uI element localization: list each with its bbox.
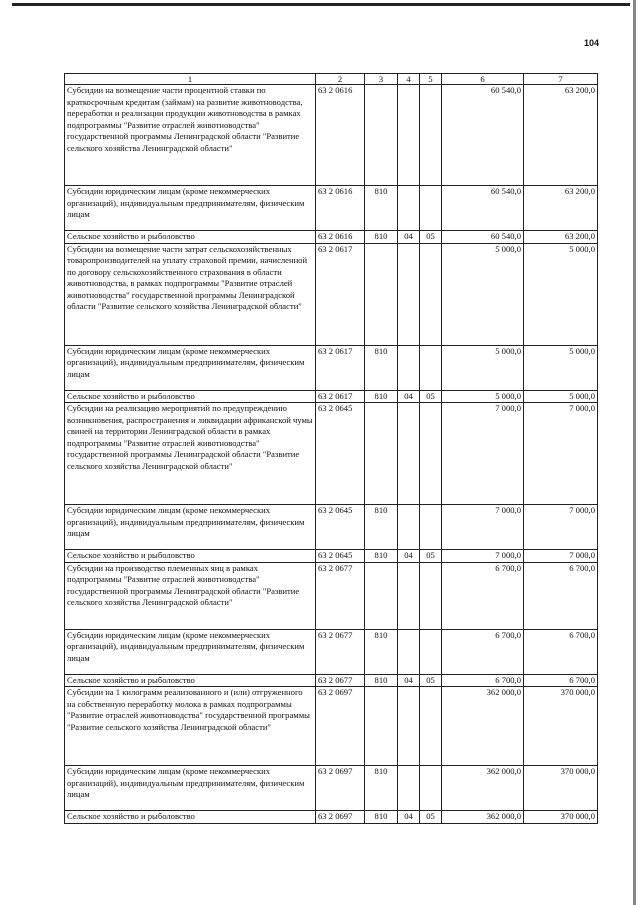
row-subsection [420, 629, 442, 674]
row-amount-1: 60 540,0 [442, 231, 524, 244]
row-subsection [420, 85, 442, 186]
row-section [398, 687, 420, 766]
row-amount-1: 362 000,0 [442, 811, 524, 824]
row-subsection: 05 [420, 674, 442, 687]
row-section [398, 243, 420, 345]
column-header: 1 [65, 74, 316, 85]
table-row [65, 243, 598, 345]
row-code: 63 2 0645 [316, 550, 365, 563]
row-amount-1: 5 000,0 [442, 243, 524, 345]
row-code: 63 2 0645 [316, 505, 365, 550]
row-amount-2: 370 000,0 [524, 811, 598, 824]
row-amount-2: 5 000,0 [524, 243, 598, 345]
column-header: 7 [524, 74, 598, 85]
table-row [65, 550, 598, 563]
row-expense-type: 810 [365, 345, 398, 390]
row-expense-type: 810 [365, 186, 398, 231]
column-header: 6 [442, 74, 524, 85]
row-amount-2: 7 000,0 [524, 550, 598, 563]
row-subsection: 05 [420, 550, 442, 563]
row-name: Субсидии на 1 килограмм реализованного и (или) отгруженного на собственную переработку молока в рамках подпрограммы "Развитие отраслей животноводства" государственной программы "Развитие сельского хозяйства Ленинградской области" [65, 687, 316, 766]
row-code: 63 2 0616 [316, 85, 365, 186]
row-code: 63 2 0677 [316, 629, 365, 674]
row-expense-type: 810 [365, 811, 398, 824]
row-name: Субсидии на производство племенных яиц в рамках подпрограммы "Развитие отраслей животноводства" государственной программы Ленинградской области "Развитие сельского хозяйства Ленинградской области" [65, 562, 316, 629]
row-expense-type: 810 [365, 390, 398, 403]
row-expense-type: 810 [365, 629, 398, 674]
row-name: Субсидии юридическим лицам (кроме некоммерческих организаций), индивидуальным предпринимателям, физическим лицам [65, 629, 316, 674]
row-amount-2: 370 000,0 [524, 687, 598, 766]
table-row [65, 811, 598, 824]
row-expense-type: 810 [365, 674, 398, 687]
table-row [65, 629, 598, 674]
row-name: Сельское хозяйство и рыболовство [65, 550, 316, 563]
row-section: 04 [398, 811, 420, 824]
column-header: 3 [365, 74, 398, 85]
row-code: 63 2 0616 [316, 186, 365, 231]
row-subsection [420, 687, 442, 766]
row-amount-1: 6 700,0 [442, 562, 524, 629]
row-section [398, 345, 420, 390]
row-amount-2: 6 700,0 [524, 674, 598, 687]
table-row [65, 85, 598, 186]
row-section [398, 562, 420, 629]
table-row [65, 505, 598, 550]
row-amount-2: 7 000,0 [524, 403, 598, 505]
column-header: 2 [316, 74, 365, 85]
row-amount-1: 60 540,0 [442, 85, 524, 186]
row-amount-2: 63 200,0 [524, 231, 598, 244]
page-right-edge [633, 0, 636, 905]
table-row [65, 562, 598, 629]
row-amount-2: 63 200,0 [524, 186, 598, 231]
row-code: 63 2 0697 [316, 766, 365, 811]
column-header: 4 [398, 74, 420, 85]
row-subsection [420, 345, 442, 390]
row-code: 63 2 0617 [316, 243, 365, 345]
row-amount-1: 5 000,0 [442, 345, 524, 390]
row-name: Сельское хозяйство и рыболовство [65, 390, 316, 403]
row-name: Субсидии юридическим лицам (кроме некоммерческих организаций), индивидуальным предпринимателям, физическим лицам [65, 186, 316, 231]
table-row [65, 186, 598, 231]
row-subsection [420, 562, 442, 629]
row-amount-1: 5 000,0 [442, 390, 524, 403]
row-expense-type [365, 243, 398, 345]
row-subsection: 05 [420, 231, 442, 244]
row-amount-1: 60 540,0 [442, 186, 524, 231]
table-header-row [65, 74, 598, 85]
row-section: 04 [398, 674, 420, 687]
row-section: 04 [398, 231, 420, 244]
table-row [65, 345, 598, 390]
row-section [398, 403, 420, 505]
row-subsection: 05 [420, 811, 442, 824]
row-name: Сельское хозяйство и рыболовство [65, 811, 316, 824]
row-subsection [420, 243, 442, 345]
row-expense-type [365, 85, 398, 186]
table-row [65, 403, 598, 505]
table-row [65, 766, 598, 811]
row-section [398, 505, 420, 550]
row-section [398, 766, 420, 811]
row-expense-type [365, 562, 398, 629]
row-subsection [420, 403, 442, 505]
row-name: Сельское хозяйство и рыболовство [65, 231, 316, 244]
budget-table [64, 73, 598, 824]
row-code: 63 2 0677 [316, 674, 365, 687]
row-code: 63 2 0645 [316, 403, 365, 505]
row-amount-1: 6 700,0 [442, 674, 524, 687]
row-amount-2: 5 000,0 [524, 345, 598, 390]
row-section [398, 629, 420, 674]
row-name: Субсидии на реализацию мероприятий по предупреждению возникновения, распространения и ликвидации африканской чумы свиней на территории Ленинградской области в рамках подпрограммы "Развитие отраслей животноводства" государственной программы Ленинградской области "Развитие сельского хозяйства Ленинградской области" [65, 403, 316, 505]
row-name: Субсидии юридическим лицам (кроме некоммерческих организаций), индивидуальным предпринимателям, физическим лицам [65, 345, 316, 390]
row-section: 04 [398, 390, 420, 403]
row-code: 63 2 0617 [316, 390, 365, 403]
row-expense-type: 810 [365, 550, 398, 563]
row-amount-2: 63 200,0 [524, 85, 598, 186]
row-section [398, 85, 420, 186]
row-name: Субсидии на возмещение части затрат сельскохозяйственных товаропроизводителей на уплату страховой премии, начисленной по договору сельскохозяйственного страхования в области животноводства, в рамках подпрограммы "Развитие отраслей животноводства" государственной программы Ленинградской области "Развитие сельского хозяйства Ленинградской области" [65, 243, 316, 345]
row-name: Субсидии юридическим лицам (кроме некоммерческих организаций), индивидуальным предпринимателям, физическим лицам [65, 505, 316, 550]
row-amount-2: 370 000,0 [524, 766, 598, 811]
row-expense-type [365, 687, 398, 766]
page-number: 104 [584, 38, 600, 48]
row-code: 63 2 0616 [316, 231, 365, 244]
row-amount-1: 7 000,0 [442, 505, 524, 550]
row-name: Субсидии юридическим лицам (кроме некоммерческих организаций), индивидуальным предпринимателям, физическим лицам [65, 766, 316, 811]
row-name: Сельское хозяйство и рыболовство [65, 674, 316, 687]
row-subsection [420, 505, 442, 550]
row-expense-type: 810 [365, 231, 398, 244]
page-top-edge [12, 3, 630, 6]
column-header: 5 [420, 74, 442, 85]
row-code: 63 2 0697 [316, 687, 365, 766]
row-amount-2: 7 000,0 [524, 505, 598, 550]
row-expense-type: 810 [365, 505, 398, 550]
row-code: 63 2 0697 [316, 811, 365, 824]
row-subsection [420, 186, 442, 231]
row-amount-2: 6 700,0 [524, 562, 598, 629]
row-amount-1: 362 000,0 [442, 687, 524, 766]
table-row [65, 674, 598, 687]
row-code: 63 2 0677 [316, 562, 365, 629]
row-amount-1: 7 000,0 [442, 403, 524, 505]
row-amount-1: 7 000,0 [442, 550, 524, 563]
row-name: Субсидии на возмещение части процентной ставки по краткосрочным кредитам (займам) на развитие животноводства, переработки и реализации продукции животноводства в рамках подпрограммы "Развитие отраслей животноводства" государственной программы Ленинградской области "Развитие сельского хозяйства Ленинградской области" [65, 85, 316, 186]
row-subsection [420, 766, 442, 811]
table-row [65, 687, 598, 766]
row-amount-1: 362 000,0 [442, 766, 524, 811]
row-subsection: 05 [420, 390, 442, 403]
row-expense-type [365, 403, 398, 505]
row-section: 04 [398, 550, 420, 563]
table-row [65, 231, 598, 244]
table-row [65, 390, 598, 403]
row-amount-2: 5 000,0 [524, 390, 598, 403]
row-amount-1: 6 700,0 [442, 629, 524, 674]
row-expense-type: 810 [365, 766, 398, 811]
row-section [398, 186, 420, 231]
row-code: 63 2 0617 [316, 345, 365, 390]
row-amount-2: 6 700,0 [524, 629, 598, 674]
